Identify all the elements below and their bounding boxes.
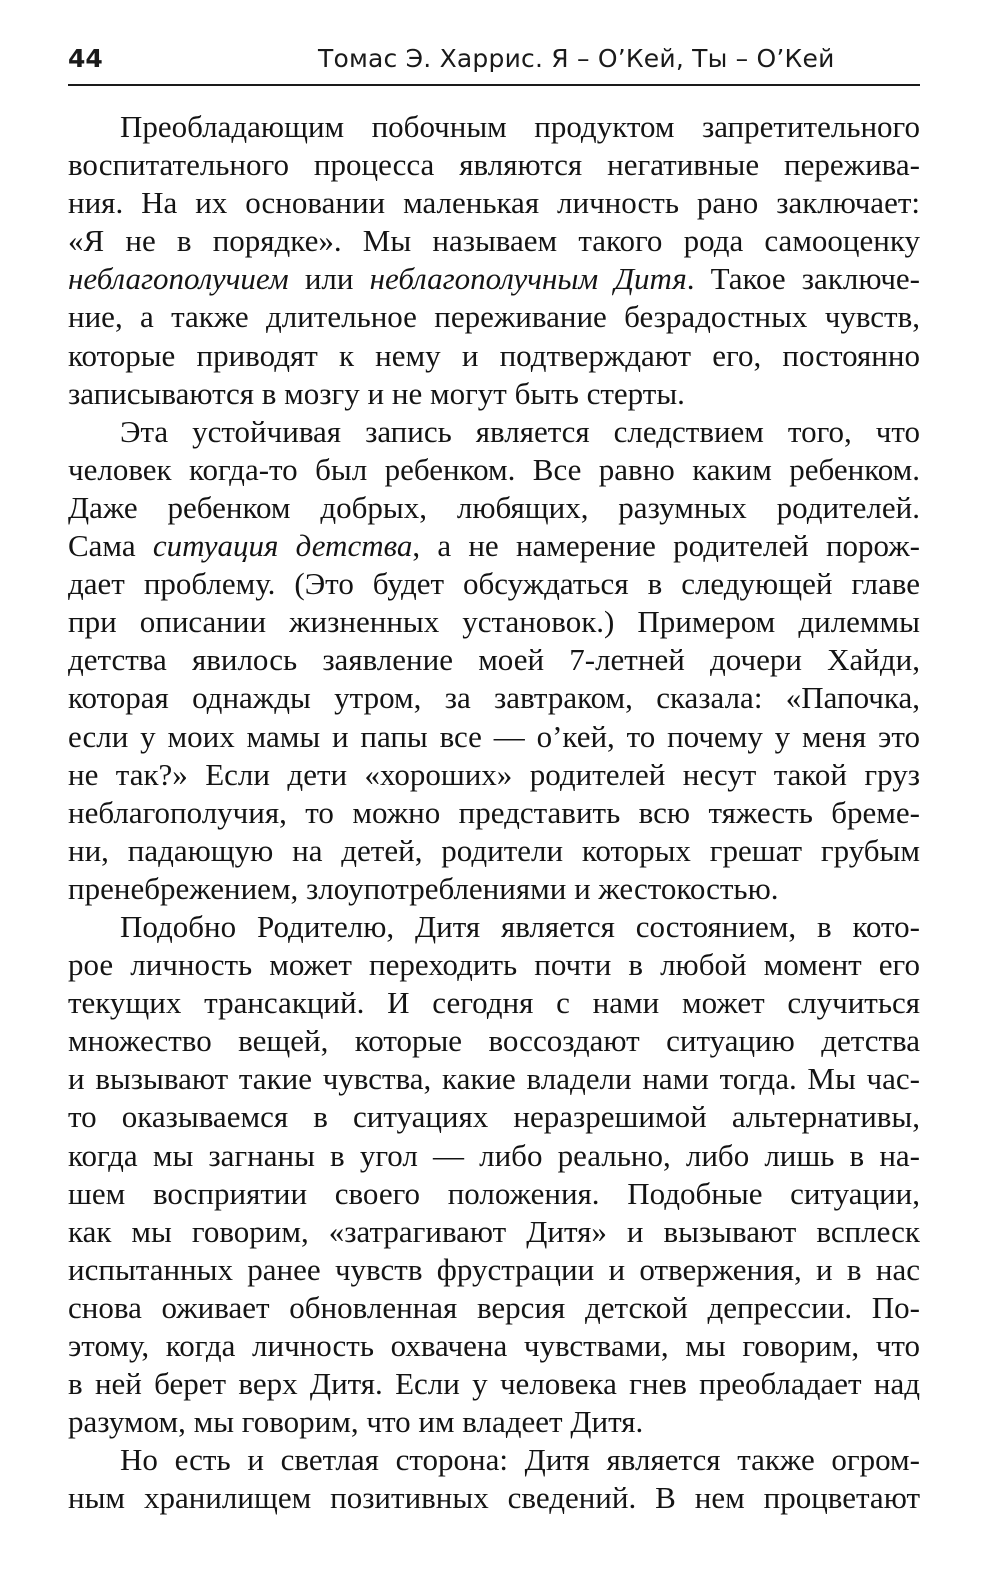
text-segment: пренебрежением, злоупотреблениями и жестокостью. bbox=[68, 870, 779, 906]
text-segment: или bbox=[288, 261, 370, 297]
text-line bbox=[68, 146, 920, 184]
text-line bbox=[68, 1365, 920, 1403]
text-line bbox=[68, 451, 920, 489]
text-segment: ние, а также длительное переживание безрадостных чувств, bbox=[68, 299, 920, 335]
italic-term: неблагополучием bbox=[68, 261, 289, 297]
text-segment: ным хранилищем позитивных сведений. В нем процветают bbox=[68, 1480, 920, 1516]
text-line bbox=[68, 1251, 920, 1289]
header-rule bbox=[68, 84, 920, 86]
text-segment: Подобно Родителю, Дитя является состоянием, в кото- bbox=[120, 908, 920, 944]
text-segment: рое личность может переходить почти в любой момент его bbox=[68, 947, 920, 983]
text-line bbox=[68, 337, 920, 375]
text-line bbox=[68, 756, 920, 794]
page-header bbox=[68, 38, 920, 86]
text-segment: , а не намерение родителей порож- bbox=[412, 528, 921, 564]
text-line bbox=[68, 222, 920, 260]
text-line bbox=[68, 413, 920, 451]
text-line bbox=[68, 718, 920, 756]
text-line bbox=[68, 1479, 920, 1517]
text-segment: записываются в мозгу и не могут быть стерты. bbox=[68, 375, 685, 411]
text-segment: и вызывают такие чувства, какие владели нами тогда. Мы час- bbox=[68, 1061, 920, 1097]
text-segment: . Такое заключе- bbox=[686, 261, 920, 297]
text-segment: детства явилось заявление моей 7-летней дочери Хайди, bbox=[68, 642, 920, 678]
text-line bbox=[68, 832, 920, 870]
text-line bbox=[68, 527, 920, 565]
text-segment: воспитательного процесса являются негативные пережива- bbox=[68, 147, 920, 183]
text-line bbox=[68, 184, 920, 222]
text-line bbox=[68, 1175, 920, 1213]
text-segment: неблагополучия, то можно представить всю тяжесть бреме- bbox=[68, 794, 920, 830]
text-line bbox=[68, 1403, 920, 1441]
text-segment: то оказываемся в ситуациях неразрешимой альтернативы, bbox=[68, 1099, 920, 1135]
text-line bbox=[68, 260, 920, 298]
text-line bbox=[68, 1098, 920, 1136]
text-segment: шем восприятии своего положения. Подобные ситуации, bbox=[68, 1175, 920, 1211]
text-line bbox=[68, 603, 920, 641]
italic-term: ситуация детства bbox=[152, 528, 413, 564]
text-segment: которая однажды утром, за завтраком, сказала: «Папочка, bbox=[68, 680, 920, 716]
text-line bbox=[68, 908, 920, 946]
text-line bbox=[68, 641, 920, 679]
text-segment: Эта устойчивая запись является следствием того, что bbox=[120, 413, 920, 449]
text-segment: когда мы загнаны в угол — либо реально, либо лишь в на- bbox=[68, 1137, 920, 1173]
text-segment: при описании жизненных установок.) Примером дилеммы bbox=[68, 604, 920, 640]
text-segment: текущих трансакций. И сегодня с нами может случиться bbox=[68, 985, 920, 1021]
text-line bbox=[68, 679, 920, 717]
text-segment: которые приводят к нему и подтверждают его, постоянно bbox=[68, 337, 920, 373]
text-line bbox=[68, 489, 920, 527]
text-segment: разумом, мы говорим, что им владеет Дитя. bbox=[68, 1404, 644, 1440]
text-line bbox=[68, 298, 920, 336]
running-title: Томас Э. Харрис. Я – О’Кей, Ты – О’Кей bbox=[318, 44, 835, 73]
text-segment: как мы говорим, «затрагивают Дитя» и вызывают всплеск bbox=[68, 1213, 920, 1249]
text-segment: Но есть и светлая сторона: Дитя является также огром- bbox=[120, 1442, 920, 1478]
text-segment: если у моих мамы и папы все — о’кей, то почему у меня это bbox=[68, 718, 920, 754]
text-line bbox=[68, 870, 920, 908]
text-segment: не так?» Если дети «хороших» родителей несут такой груз bbox=[68, 756, 920, 792]
text-line bbox=[68, 375, 920, 413]
text-segment: «Я не в порядке». Мы называем такого рода самооценку bbox=[68, 223, 920, 259]
text-segment: этому, когда личность охвачена чувствами, мы говорим, что bbox=[68, 1328, 920, 1363]
text-line bbox=[68, 1060, 920, 1098]
text-line bbox=[68, 1022, 920, 1060]
text-segment: дает проблему. (Это будет обсуждаться в следующей главе bbox=[68, 566, 920, 602]
text-segment: человек когда-то был ребенком. Все равно каким ребенком. bbox=[68, 451, 920, 487]
text-segment: множество вещей, которые воссоздают ситуацию детства bbox=[68, 1023, 920, 1059]
text-line bbox=[68, 1137, 920, 1175]
text-segment: Даже ребенком добрых, любящих, разумных родителей. bbox=[68, 489, 920, 525]
italic-term: неблагополучным Дитя bbox=[369, 261, 687, 297]
text-line bbox=[68, 565, 920, 603]
text-line bbox=[68, 946, 920, 984]
text-line bbox=[68, 794, 920, 832]
text-segment: испытанных ранее чувств фрустрации и отвержения, и в нас bbox=[68, 1251, 920, 1287]
text-segment: ния. На их основании маленькая личность рано заключает: bbox=[68, 185, 920, 221]
text-line bbox=[68, 984, 920, 1022]
text-segment: Сама bbox=[68, 528, 153, 564]
text-line bbox=[68, 1441, 920, 1479]
text-segment: ни, падающую на детей, родители которых грешат грубым bbox=[68, 832, 920, 868]
text-line bbox=[68, 1289, 920, 1327]
text-line bbox=[68, 1327, 920, 1365]
text-line bbox=[68, 108, 920, 146]
text-segment: в ней берет верх Дитя. Если у человека гнев преобладает над bbox=[68, 1366, 920, 1402]
text-segment: снова оживает обновленная версия детской депрессии. По- bbox=[68, 1289, 920, 1325]
body-text bbox=[68, 108, 920, 1517]
page-number: 44 bbox=[68, 44, 103, 73]
text-segment: Преобладающим побочным продуктом запретительного bbox=[120, 109, 920, 144]
text-line bbox=[68, 1213, 920, 1251]
